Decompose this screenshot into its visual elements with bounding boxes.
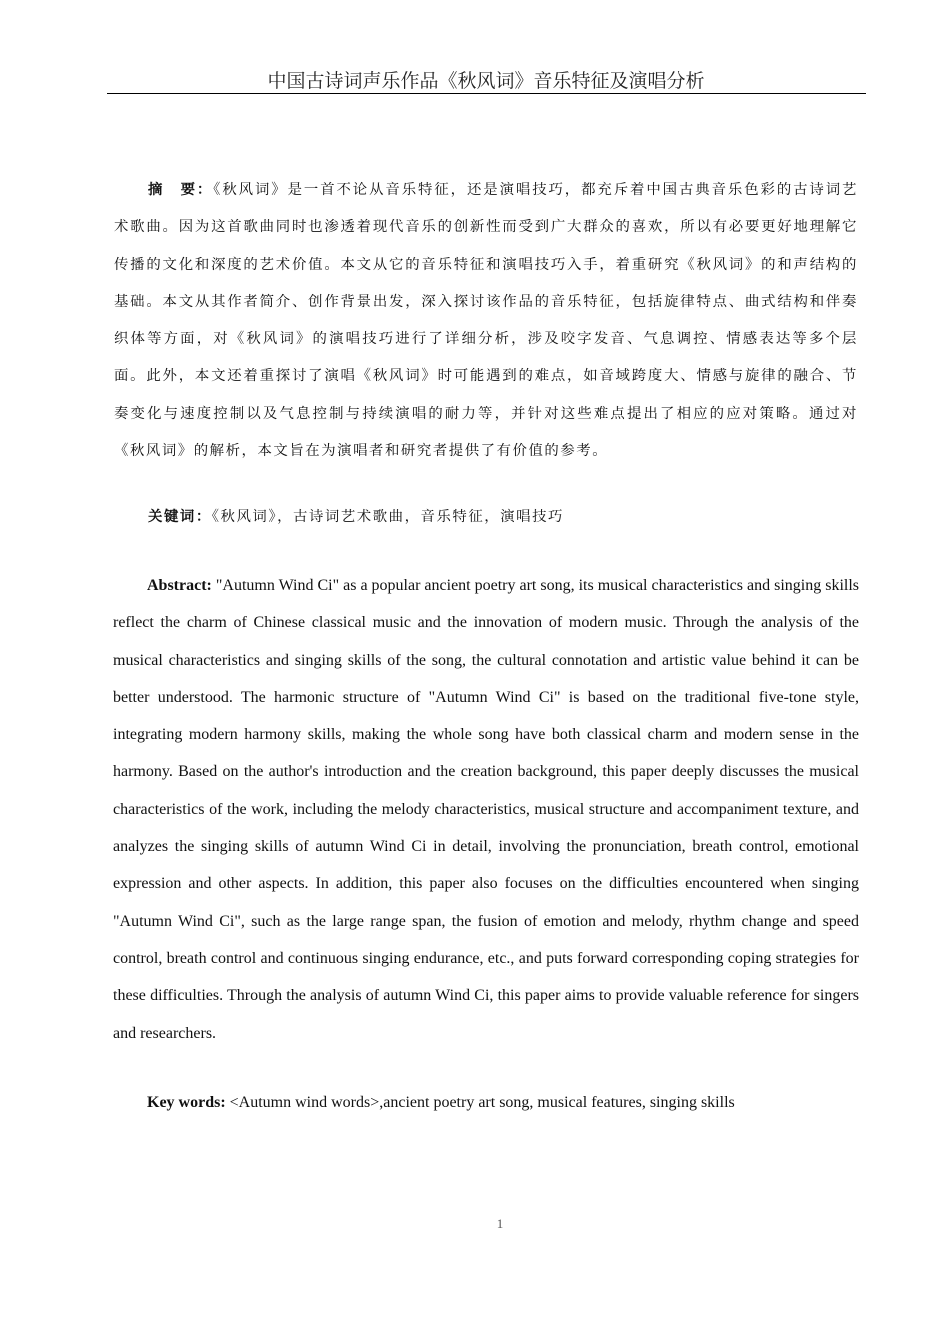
english-abstract-text: "Autumn Wind Ci" as a popular ancient poetry art song, its musical characteristics and singing skills reflect the charm of Chinese classical music and the innovation of modern music. Through the analysis of the musical characteristics and singing skills of the song, the cultural connotation and artistic value behind it can be better understood. The harmonic structure of "Autumn Wind Ci" is based on the traditional five-tone style, integrating modern harmony skills, making the whole song have both classical charm and modern sense in the harmony. Based on the author's introduction and the creation background, this paper deeply discusses the musical characteristics of the work, including the melody characteristics, musical structure and accompaniment texture, and analyzes the singing skills of autumn Wind Ci in detail, involving the pronunciation, breath control, emotional expression and other aspects. In addition, this paper also focuses on the difficulties encountered when singing "Autumn Wind Ci", such as the large range span, the fusion of emotion and melody, rhythm change and speed control, breath control and continuous singing endurance, etc., and puts forward corresponding coping strategies for these difficulties. Through the analysis of autumn Wind Ci, this paper aims to provide valuable reference for singers and researchers. [113, 577, 859, 1042]
english-keywords [147, 1088, 735, 1118]
chinese-keywords-label: 关键词： [148, 508, 212, 525]
chinese-keywords-text: 《秋风词》，古诗词艺术歌曲，音乐特征，演唱技巧 [211, 509, 565, 525]
english-keywords-text: <Autumn wind words>,ancient poetry art song, musical features, singing skills [225, 1094, 735, 1111]
english-abstract [113, 567, 859, 1052]
page-number: 1 [496, 1216, 504, 1231]
chinese-keywords [148, 502, 564, 532]
english-abstract-label: Abstract: [147, 577, 212, 594]
page-header-title: 中国古诗词声乐作品《秋风词》音乐特征及演唱分析 [267, 71, 705, 92]
header-rule [107, 93, 866, 94]
english-keywords-label: Key words: [147, 1094, 226, 1111]
chinese-abstract-text: 《秋风词》是一首不论从音乐特征，还是演唱技巧，都充斥着中国古典音乐色彩的古诗词艺术歌曲。因为这首歌曲同时也渗透着现代音乐的创新性而受到广大群众的喜欢，所以有必要更好地理解它传播的文化和深度的艺术价值。本文从它的音乐特征和演唱技巧入手，着重研究《秋风词》的和声结构的基础。本文从其作者简介、创作背景出发，深入探讨该作品的音乐特征，包括旋律特点、曲式结构和伴奏织体等方面，对《秋风词》的演唱技巧进行了详细分析，涉及咬字发音、气息调控、情感表达等多个层面。此外，本文还着重探讨了演唱《秋风词》时可能遇到的难点，如音域跨度大、情感与旋律的融合、节奏变化与速度控制以及气息控制与持续演唱的耐力等，并针对这些难点提出了相应的应对策略。通过对《秋风词》的解析，本文旨在为演唱者和研究者提供了有价值的参考。 [114, 182, 858, 460]
chinese-abstract [114, 171, 858, 470]
chinese-abstract-label: 摘 要： [148, 181, 214, 198]
